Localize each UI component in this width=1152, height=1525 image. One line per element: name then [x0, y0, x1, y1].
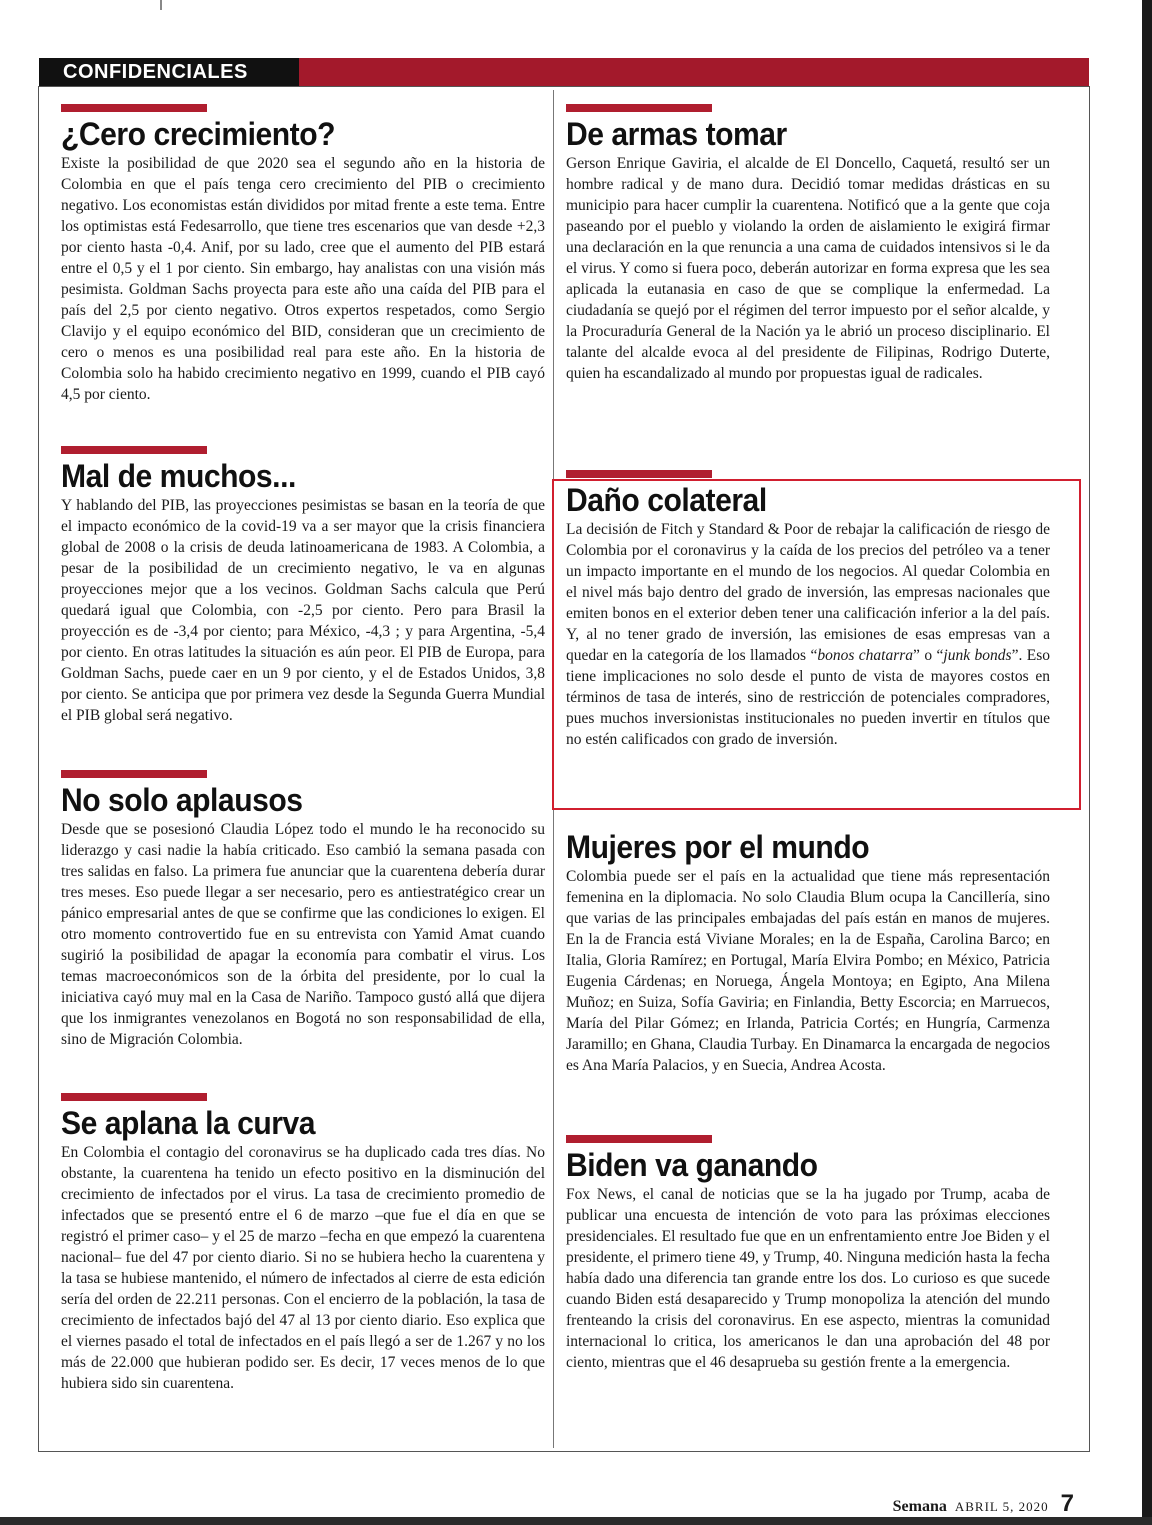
article-mujeres-por-el-mundo	[566, 817, 1050, 1076]
headline-red-bar	[61, 446, 207, 454]
article-headline: ¿Cero crecimiento?	[61, 116, 336, 152]
article-body-part: ” o “	[913, 647, 944, 664]
italic-term: bonos chatarra	[817, 647, 914, 664]
headline-red-bar	[61, 104, 207, 112]
magazine-name: Semana	[892, 1498, 947, 1515]
article-body: Desde que se posesionó Claudia López todo el mundo le ha reconocido su liderazgo y casi nadie la había criticado. Eso cambió la semana pasada con tres salidas en falso. La primera fue anunciar que la cuarentena debería durar tres meses. Eso puede llegar a ser necesario, pero es antiestratégico crear un pánico empresarial antes de que se confirme que las condiciones lo exigen. El otro momento controvertido fue en su entrevista con Yamid Amat cuando sugirió la posibilidad de apagar la economía para combatir el virus. Los temas macroeconómicos son de la órbita del presidente, por lo cual la iniciativa cayó muy mal en la Casa de Nariño. Tampoco gustó allá que dijera que los inmigrantes venezolanos en Bogotá no son responsabilidad de ella, sino de Migración Colombia.	[61, 821, 545, 1048]
article-body: Y hablando del PIB, las proyecciones pesimistas se basan en la teoría de que el impacto económico de la covid-19 va a ser mayor que la crisis financiera global de 2008 o la crisis de deuda latinoamericana de 1983. A Colombia, a pesar de la posibilidad de un crecimiento negativo, le va en algunas proyecciones mejor que a los vecinos. Goldman Sachs calcula que Perú quedará igual que Colombia, con -2,5 por ciento. Pero para Brasil la proyección es de -3,4 por ciento; para México, -4,3 ; y para Argentina, -5,4 por ciento. En otras latitudes la situación es aún peor. El PIB de Europa, para Goldman Sachs, puede caer en un 9 por ciento, y el de Estados Unidos, 3,8 por ciento. Se anticipa que por primera vez desde la Segunda Guerra Mundial el PIB global será negativo.	[61, 497, 545, 724]
article-body: Existe la posibilidad de que 2020 sea el segundo año en la historia de Colombia en que el país tenga cero crecimiento del PIB o crecimiento negativo. Los economistas están divididos por mitad frente a este tema. Entre los optimistas está Fedesarrollo, que tiene tres escenarios que van desde +2,3 por ciento hasta -0,4. Anif, por su lado, cree que el aumento del PIB estará entre el 0,5 y el 1 por ciento. Sin embargo, hay analistas con una visión más pesimista. Goldman Sachs proyecta para este año una caída del PIB para el país del 2,5 por ciento negativo. Otros expertos respetados, como Sergio Clavijo y el equipo económico del BID, consideran que un crecimiento de cero o menos es una posibilidad real para este año. En la historia de Colombia solo ha habido crecimiento negativo en 1999, cuando el PIB cayó 4,5 por ciento.	[61, 155, 545, 403]
article-body-part: ”. Eso tiene implicaciones no solo desde el punto de vista de mayores costos en términos de tasa de interés, sino de restricción de potenciales compradores, pues muchos inversionistas institucionales no pueden invertir en títulos que no estén calificados con grado de inversión.	[566, 647, 1051, 748]
article-mal-de-muchos	[61, 446, 545, 726]
article-de-armas-tomar	[566, 104, 1050, 384]
page-footer	[893, 1490, 1074, 1520]
article-headline: Mal de muchos...	[61, 458, 296, 494]
article-no-solo-aplausos	[61, 770, 545, 1050]
headline-red-bar	[566, 470, 712, 478]
article-headline: Mujeres por el mundo	[566, 829, 870, 865]
article-cero-crecimiento	[61, 104, 545, 405]
issue-date: ABRIL 5, 2020	[954, 1499, 1049, 1514]
headline-red-bar	[566, 104, 712, 112]
section-label: CONFIDENCIALES	[39, 58, 299, 86]
article-headline: De armas tomar	[566, 116, 787, 152]
italic-term: junk bonds	[943, 647, 1012, 664]
page-number: 7	[1060, 1490, 1074, 1517]
scan-border-right	[1142, 0, 1152, 1525]
article-body	[566, 519, 1050, 750]
headline-red-bar	[61, 1093, 207, 1101]
article-headline: Daño colateral	[566, 482, 767, 518]
article-body: En Colombia el contagio del coronavirus se ha duplicado cada tres días. No obstante, la cuarentena ha tenido un efecto positivo en la disminución del crecimiento de infectados por el virus. La tasa de crecimiento promedio de infectados que se presentó entre el 6 de marzo –que fue el día en que se registró el primer caso– y el 25 de marzo –fecha en que empezó la cuarentena nacional– fue del 47 por ciento diario. Si no se hubiera hecho la cuarentena y la tasa se hubiese mantenido, el número de infectados al cierre de esta edición sería del orden de 22.211 personas. Con el encierro de la población, la tasa de crecimiento de infectados bajó del 47 al 13 por ciento diario. Eso explica que el viernes pasado el total de infectados en el país llegó a ser de 1.267 y no los más de 22.000 que hubieran podido ser. Es decir, 17 veces menos de lo que hubiera sido sin cuarentena.	[61, 1144, 545, 1392]
article-dano-colateral	[566, 470, 1050, 750]
article-biden-va-ganando	[566, 1135, 1050, 1373]
article-body: Colombia puede ser el país en la actualidad que tiene más representación femenina en la diplomacia. No solo Claudia Blum ocupa la Cancillería, sino que varias de las principales embajadas del país están en manos de mujeres. En la de Francia está Viviane Morales; en la de España, Carolina Barco; en Italia, Gloria Ramírez; en Portugal, María Elvira Pombo; en México, Patricia Eugenia Cárdenas; en Noruega, Ángela Montoya; en Egipto, Ana Milena Muñoz; en Suiza, Sofía Gaviria; en Finlandia, Betty Escorcia; en Marruecos, María del Pilar Gómez; en Irlanda, Patricia Cortés; en Hungría, Carmenza Jaramillo; en Ghana, Claudia Turbay. En Dinamarca la encargada de negocios es Ana María Palacios, y en Suecia, Andrea Acosta.	[566, 868, 1050, 1074]
headline-red-bar	[61, 770, 207, 778]
article-headline: Biden va ganando	[566, 1147, 818, 1183]
article-headline: Se aplana la curva	[61, 1105, 316, 1141]
section-banner	[39, 58, 1089, 86]
article-headline: No solo aplausos	[61, 782, 303, 818]
article-body-part: La decisión de Fitch y Standard & Poor de rebajar la calificación de riesgo de Colombia por el coronavirus y la caída de los precios del petróleo va a tener un impacto importante en el mundo de los negocios. Al quedar Colombia en el nivel más bajo dentro del grado de inversión, las empresas nacionales que emiten bonos en el exterior deben tener una calificación inferior a la del país. Y, al no tener grado de inversión, las emisiones de esas empresas van a quedar en la categoría de los llamados “	[566, 521, 1050, 664]
article-body: Gerson Enrique Gaviria, el alcalde de El Doncello, Caquetá, resultó ser un hombre radical y de mano dura. Decidió tomar medidas drásticas en su municipio para hacer cumplir la cuarentena. Notificó que a la gente que coja paseando por el pueblo y violando la orden de aislamiento le exigirá firmar una declaración en la que renuncia a una cama de cuidados intensivos si le da el virus. Y como si fuera poco, deberán autorizar en forma expresa que les sea aplicada la eutanasia en caso de que se complique la enfermedad. La ciudadanía se quejó por el régimen del terror impuesto por el señor alcalde, y la Procuraduría General de la Nación ya le abrió un proceso disciplinario. El talante del alcalde evoca al del presidente de Filipinas, Rodrigo Duterte, quien ha escandalizado al mundo por propuestas igual de radicales.	[566, 155, 1050, 382]
headline-red-bar	[566, 1135, 712, 1143]
scan-edge-mark	[160, 0, 162, 10]
section-banner-red-band	[299, 58, 1089, 86]
article-body: Fox News, el canal de noticias que se la ha jugado por Trump, acaba de publicar una encuesta de intención de voto para las próximas elecciones presidenciales. El resultado fue que en un enfrentamiento entre Joe Biden y el presidente, el primero tiene 49, y Trump, 40. Ninguna medición hasta la fecha había dado una diferencia tan grande entre los dos. Lo curioso es que sucede cuando Biden está desaparecido y Trump monopoliza la atención del mundo frenteando la crisis del coronavirus. En ese aspecto, mientras la comunidad internacional lo critica, los americanos le dan una aprobación del 48 por ciento, mientras que el 46 desaprueba su gestión frente a la emergencia.	[566, 1186, 1050, 1371]
article-se-aplana-la-curva	[61, 1093, 545, 1394]
